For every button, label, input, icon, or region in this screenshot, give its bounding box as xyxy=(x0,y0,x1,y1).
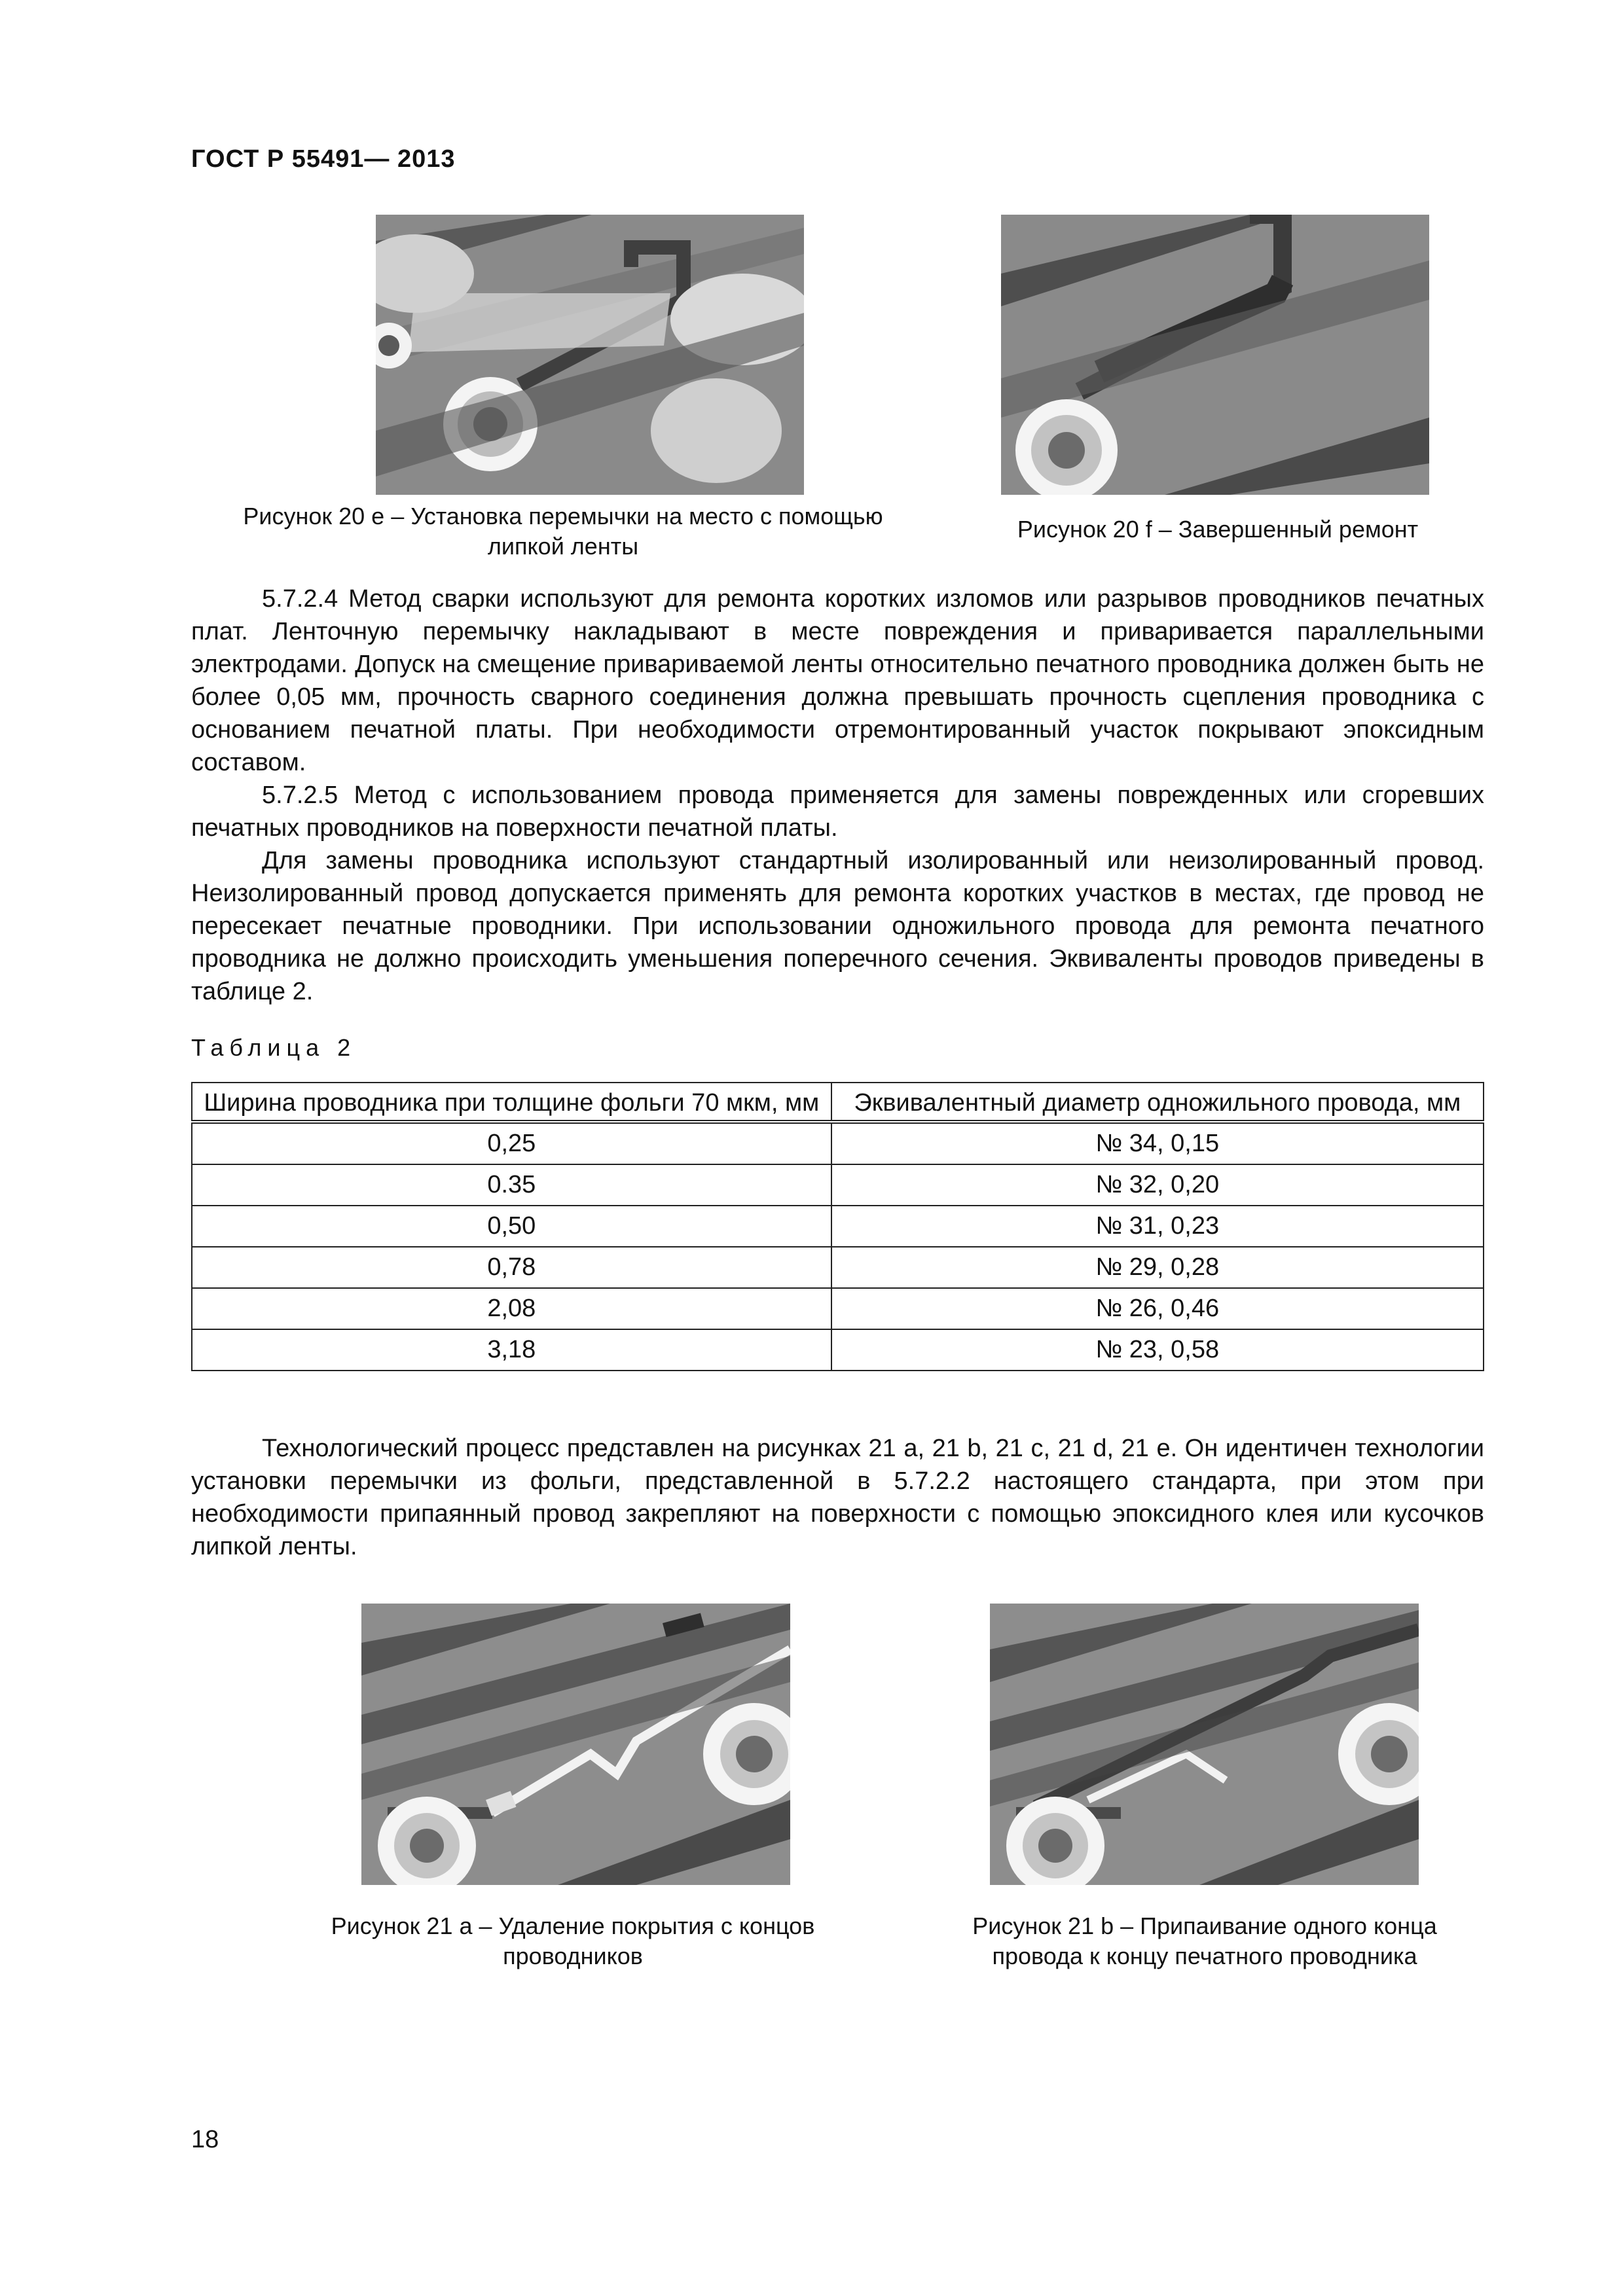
table-cell-diameter: № 23, 0,58 xyxy=(831,1329,1484,1371)
paragraph-5-7-2-5: 5.7.2.5 Метод с использованием провода применяется для замены поврежденных или сгоревших печатных проводников на поверхности печатной платы. xyxy=(191,781,1484,842)
table-cell-width: 3,18 xyxy=(192,1329,831,1371)
table-cell-diameter: № 26, 0,46 xyxy=(831,1288,1484,1329)
table-cell-diameter: № 34, 0,15 xyxy=(831,1122,1484,1164)
paragraph-wire-replacement: Для замены проводника используют стандартный изолированный или неизолированный провод. Неизолированный провод допускается применять для ремонта коротких участков в местах, где провод не пересекает печатные проводники. При использовании одножильного провода для ремонта печатного проводника не должно происходить уменьшения поперечного сечения. Эквиваленты проводов приведены в таблице 2. xyxy=(191,847,1484,1005)
table-cell-width: 0,50 xyxy=(192,1206,831,1247)
page-number: 18 xyxy=(191,2126,219,2153)
table-header-row xyxy=(192,1083,1484,1122)
table-row xyxy=(192,1164,1484,1206)
document-header: ГОСТ Р 55491— 2013 xyxy=(191,145,456,173)
table-row xyxy=(192,1122,1484,1164)
body-text-upper xyxy=(191,583,1484,1008)
table-cell-width: 2,08 xyxy=(192,1288,831,1329)
table-cell-diameter: № 31, 0,23 xyxy=(831,1206,1484,1247)
table-row xyxy=(192,1288,1484,1329)
figure-21b-caption: Рисунок 21 b – Припаивание одного конца провода к концу печатного проводника xyxy=(972,1912,1437,1969)
paragraph-process: Технологический процесс представлен на рисунках 21 а, 21 b, 21 с, 21 d, 21 е. Он идентичен технологии установки перемычки из фольги, представленной в 5.7.2.2 настоящего стандарта, при этом при необходимости припаянный провод закрепляют на поверхности с помощью эпоксидного клея или кусочков липкой ленты. xyxy=(191,1435,1485,1560)
figure-20e-caption: Рисунок 20 е – Установка перемычки на место с помощью липкой ленты xyxy=(243,503,883,560)
table-2 xyxy=(191,1082,1484,1371)
table-cell-width: 0,25 xyxy=(192,1122,831,1164)
table-cell-diameter: № 29, 0,28 xyxy=(831,1247,1484,1288)
table-cell-diameter: № 32, 0,20 xyxy=(831,1164,1484,1206)
figure-20e-image xyxy=(376,215,804,495)
figure-21a-image xyxy=(361,1604,790,1885)
paragraph-5-7-2-4: 5.7.2.4 Метод сварки используют для ремонта коротких изломов или разрывов проводников печатных плат. Ленточную перемычку накладывают в месте повреждения и приваривается параллельными электродами. Допуск на смещение привариваемой ленты относительно печатного проводника должен быть не более 0,05 мм, прочность сварного соединения должна превышать прочность сцепления проводника с основанием печатной платы. При необходимости отремонтированный участок покрывают эпоксидным составом. xyxy=(191,585,1484,776)
table-header-width: Ширина проводника при толщине фольги 70 мкм, мм xyxy=(192,1083,831,1122)
figure-21a-caption: Рисунок 21 а – Удаление покрытия с концов проводников xyxy=(331,1912,815,1969)
table-cell-width: 0.35 xyxy=(192,1164,831,1206)
table-label: Таблица 2 xyxy=(191,1034,357,1061)
table-row xyxy=(192,1247,1484,1288)
body-text-lower xyxy=(191,1432,1484,1563)
table-header-diameter: Эквивалентный диаметр одножильного провода, мм xyxy=(831,1083,1484,1122)
table-row xyxy=(192,1206,1484,1247)
figure-21b-image xyxy=(990,1604,1419,1885)
figure-20f-image xyxy=(1001,215,1429,495)
table-row xyxy=(192,1329,1484,1371)
figure-20f-caption: Рисунок 20 f – Завершенный ремонт xyxy=(1017,516,1419,543)
table-cell-width: 0,78 xyxy=(192,1247,831,1288)
